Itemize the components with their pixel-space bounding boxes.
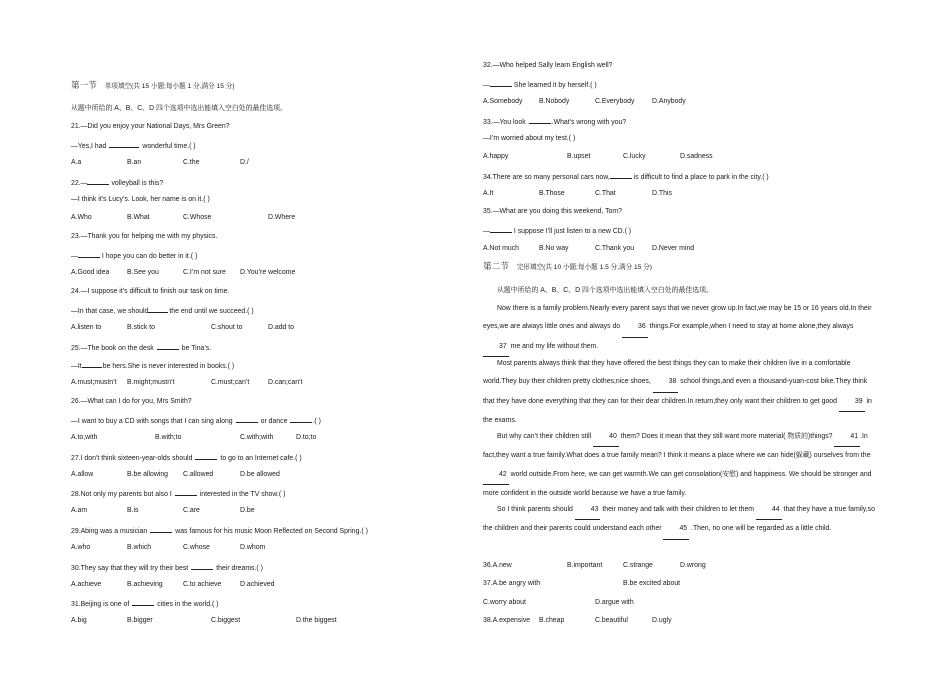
- passage-text: Most parents always think that they have offered the best things they can to make their children live in a comfortable world.They buy their children pretty clothes,nice shoes,: [483, 360, 851, 386]
- option-d[interactable]: D.This: [652, 190, 672, 197]
- option-d[interactable]: D.ugly: [652, 617, 672, 624]
- option-b[interactable]: B.Those: [539, 190, 565, 197]
- option-a[interactable]: A.Not much: [483, 245, 519, 252]
- q26-text-a: —I want to buy a CD with songs that I can sing along: [71, 418, 233, 425]
- q25-text-a2: —It: [71, 363, 82, 370]
- q32-stem: 32.—Who helped Sally learn English well?: [483, 62, 613, 69]
- option-a[interactable]: A.Somebody: [483, 98, 523, 105]
- option-a[interactable]: A.a: [71, 159, 82, 166]
- q26-stem: 26.—What can I do for you, Mrs Smith?: [71, 398, 192, 405]
- option-b[interactable]: B.is: [127, 507, 139, 514]
- passage-text: .In fact,they want a true family.What does a true family mean? I think it means a place where we can hide(躲藏) ourselves from the: [483, 433, 871, 460]
- option-c[interactable]: C.I’m not sure: [183, 269, 226, 276]
- option-d[interactable]: D.You’re welcome: [240, 269, 296, 276]
- q30-text-b: their dreams.( ): [216, 565, 263, 572]
- q22-line2: —I think it’s Lucy’s. Look, her name is on it.( ): [71, 196, 210, 203]
- section2-title: 第二节: [483, 262, 509, 272]
- option-b[interactable]: B.be allowing: [127, 471, 168, 478]
- option-b[interactable]: B.What: [127, 214, 150, 221]
- option-c[interactable]: C.biggest: [211, 617, 241, 624]
- q23-line2: [71, 250, 197, 261]
- q33-stem: [483, 116, 626, 127]
- option-a[interactable]: A.Who: [71, 214, 92, 221]
- option-b[interactable]: B.an: [127, 159, 142, 166]
- option-d[interactable]: D.sadness: [680, 153, 713, 160]
- cloze-blank-44[interactable]: 44: [756, 501, 782, 520]
- section1-title: 第一节: [71, 81, 97, 91]
- option-b[interactable]: B.upset: [567, 153, 591, 160]
- answer-blank[interactable]: [150, 525, 172, 533]
- answer-blank[interactable]: [87, 177, 109, 185]
- option-d[interactable]: D.the biggest: [296, 617, 337, 624]
- option-a[interactable]: A.allow: [71, 471, 94, 478]
- option-c[interactable]: C.lucky: [623, 153, 646, 160]
- q27-text-a: 27.I don’t think sixteen-year-olds should: [71, 455, 193, 462]
- option-a[interactable]: A.It: [483, 190, 494, 197]
- option-a[interactable]: A.am: [71, 507, 88, 514]
- answer-blank[interactable]: [490, 79, 512, 87]
- q32-line2: [483, 79, 597, 90]
- passage-text: me and my life without them.: [508, 342, 599, 350]
- option-c[interactable]: C.Whose: [183, 214, 212, 221]
- option-d[interactable]: D.add to: [268, 324, 295, 331]
- passage-text: their money and talk with their children to let them: [600, 506, 756, 513]
- option-d[interactable]: D.wrong: [680, 562, 706, 569]
- answer-blank[interactable]: [529, 116, 551, 124]
- cloze-blank-43[interactable]: 43: [575, 501, 601, 520]
- option-c[interactable]: C.whose: [183, 544, 210, 551]
- q21-line2: [71, 140, 196, 151]
- q25-stem: [71, 342, 211, 353]
- option-d[interactable]: D.Never mind: [652, 245, 695, 252]
- q33-text-b: .What’s wrong with you?: [551, 119, 627, 126]
- q34-text-a: 34.There are so many personal cars now,: [483, 174, 610, 181]
- option-c[interactable]: C.beautiful: [595, 617, 628, 624]
- option-a[interactable]: 36.A.new: [483, 562, 512, 569]
- q24-text-a: —In that case, we should: [71, 308, 149, 315]
- cloze-blank-45[interactable]: 45: [663, 520, 689, 539]
- option-d[interactable]: D.be: [240, 507, 255, 514]
- passage-text: .Then, no one will be regarded as a little child.: [689, 525, 832, 533]
- q23-text-a: —: [71, 253, 78, 260]
- q30-text-a: 30.They say that they will try their best: [71, 565, 189, 572]
- option-c[interactable]: C.are: [183, 507, 200, 514]
- q31-text-a: 31.Beijing is one of: [71, 601, 130, 608]
- answer-blank[interactable]: [132, 598, 154, 606]
- q26-text-b: or dance: [260, 418, 288, 425]
- option-b[interactable]: B.Nobody: [539, 98, 570, 105]
- option-c[interactable]: C.That: [595, 190, 616, 197]
- section1-heading: [71, 82, 235, 91]
- q35-text-b: I suppose I’ll just listen to a new CD.( ): [513, 228, 632, 235]
- cloze-blank-38[interactable]: 38: [653, 373, 679, 392]
- q23-stem: 23.—Thank you for helping me with my physics.: [71, 233, 218, 240]
- q30-stem: [71, 562, 263, 573]
- q29-stem: [71, 525, 368, 536]
- q34-text-b: is difficult to find a place to park in the city.( ): [633, 174, 769, 181]
- passage-paragraph-4: [483, 501, 879, 540]
- passage-text: that they have a true family,so the children and their parents could understand each other: [483, 506, 875, 533]
- section2-instruction: 从题中所给的 A、B、C、D 四个选项中选出能填入空白处的最佳选项。: [497, 287, 713, 294]
- section1-instruction: 从题中所给的 A、B、C、D 四个选项中选出能填入空白处的最佳选项。: [71, 105, 287, 112]
- answer-blank[interactable]: [195, 452, 217, 460]
- answer-blank[interactable]: [490, 225, 512, 233]
- q33-line2: —I’m worried about my test.( ): [483, 135, 576, 142]
- passage-text: But why can’t their children still: [497, 433, 594, 440]
- answer-blank[interactable]: [610, 171, 632, 179]
- option-d[interactable]: D.to;to: [296, 434, 317, 441]
- q21-text-a: —Yes,I had: [71, 143, 107, 150]
- section1-subtitle: 单项填空(共 15 小题;每小题 1 分,满分 15 分): [104, 83, 235, 90]
- cloze-blank-37[interactable]: 37: [483, 338, 509, 357]
- option-c[interactable]: C.allowed: [183, 471, 214, 478]
- q24-line2: [71, 305, 254, 316]
- answer-blank[interactable]: [148, 305, 168, 313]
- passage-text: things.For example,when I need to stay at home alone,they always: [647, 323, 854, 331]
- option-a[interactable]: A.happy: [483, 153, 509, 160]
- option-d[interactable]: D.can;can’t: [268, 379, 303, 386]
- q26-text-c: .( ): [312, 418, 321, 425]
- option-c[interactable]: C.strange: [623, 562, 653, 569]
- q27-text-b: to go to an Internet cafe.( ): [220, 455, 302, 462]
- option-a[interactable]: 37.A.be angry with: [483, 580, 541, 587]
- answer-blank[interactable]: [78, 250, 100, 258]
- option-c[interactable]: C.Everybody: [595, 98, 635, 105]
- option-b[interactable]: B.with;to: [155, 434, 182, 441]
- passage-paragraph-2: [483, 355, 879, 430]
- option-b[interactable]: B.bigger: [127, 617, 153, 624]
- option-b[interactable]: B.be excited about: [623, 580, 681, 587]
- cloze-blank-41[interactable]: 41: [834, 428, 860, 447]
- q32-text-a: —: [483, 82, 490, 89]
- option-c[interactable]: C.to achieve: [183, 581, 222, 588]
- answer-blank[interactable]: [109, 140, 139, 148]
- option-a[interactable]: 38.A.expensive: [483, 617, 531, 624]
- cloze-blank-36[interactable]: 36: [622, 318, 648, 337]
- option-a[interactable]: A.achieve: [71, 581, 102, 588]
- option-d[interactable]: D.achieved: [240, 581, 275, 588]
- q24-stem: 24.—I suppose it’s difficult to finish our task on time.: [71, 288, 230, 295]
- passage-text: Now there is a family problem.Nearly every parent says that we never grow up.In fact,we may be 15 or 16 years old.In their eyes,we are always little ones and always do: [483, 305, 872, 331]
- q31-text-b: cities in the world.( ): [157, 601, 219, 608]
- option-c[interactable]: C.worry about: [483, 599, 526, 606]
- cloze-blank-40[interactable]: 40: [593, 428, 619, 447]
- q28-text-a: 28.Not only my parents but also I: [71, 491, 172, 498]
- answer-blank[interactable]: [157, 342, 179, 350]
- q31-stem: [71, 598, 219, 609]
- passage-text: So I think parents should: [497, 506, 575, 513]
- option-b[interactable]: B.which: [127, 544, 152, 551]
- q35-stem: 35.—What are you doing this weekend, Tom?: [483, 208, 622, 215]
- q24-text-b: the end until we succeed.( ): [169, 308, 254, 315]
- q21-text-b: wonderful time.( ): [142, 143, 196, 150]
- q35-text-a: —: [483, 228, 490, 235]
- passage-text: them? Does it mean that they still want more material( 物质的)things?: [618, 433, 835, 440]
- q22-text-b: volleyball is this?: [111, 180, 164, 187]
- option-d[interactable]: D.be allowed: [240, 471, 280, 478]
- q28-text-b: interested in the TV show.( ): [199, 491, 286, 498]
- passage-paragraph-1: [483, 300, 879, 357]
- passage-text: in the exams.: [483, 397, 872, 424]
- q21-stem: 21.—Did you enjoy your National Days, Mrs Green?: [71, 123, 230, 130]
- q23-text-b: I hope you can do better in it.( ): [101, 253, 198, 260]
- answer-blank[interactable]: [191, 562, 213, 570]
- option-d[interactable]: D.Where: [268, 214, 296, 221]
- q25-text-a: 25.—The book on the desk: [71, 345, 154, 352]
- option-a[interactable]: A.Good idea: [71, 269, 110, 276]
- option-b[interactable]: B.See you: [127, 269, 159, 276]
- q26-line2: [71, 415, 321, 426]
- option-d[interactable]: D.whom: [240, 544, 266, 551]
- cloze-blank-39[interactable]: 39: [839, 393, 865, 412]
- option-a[interactable]: A.to,with: [71, 434, 98, 441]
- option-a[interactable]: A.listen to: [71, 324, 102, 331]
- answer-blank[interactable]: [82, 360, 102, 368]
- q34-stem: [483, 171, 769, 182]
- option-c[interactable]: C.the: [183, 159, 200, 166]
- answer-blank[interactable]: [236, 415, 258, 423]
- option-a[interactable]: A.who: [71, 544, 91, 551]
- option-d[interactable]: D.argue with: [595, 599, 634, 606]
- option-c[interactable]: C.Thank you: [595, 245, 635, 252]
- option-b[interactable]: B.might;mustn’t: [127, 379, 175, 386]
- q22-stem: [71, 177, 163, 188]
- q25-text-b: be Tina’s.: [181, 345, 212, 352]
- q28-stem: [71, 488, 285, 499]
- option-d[interactable]: D.Anybody: [652, 98, 686, 105]
- option-b[interactable]: B.achieving: [127, 581, 163, 588]
- passage-paragraph-3: [483, 428, 879, 503]
- q25-line2: [71, 360, 234, 371]
- option-d[interactable]: D./: [240, 159, 249, 166]
- section2-subtitle: 完形填空(共 10 小题;每小题 1.5 分,满分 15 分): [516, 264, 652, 271]
- q27-stem: [71, 452, 302, 463]
- answer-blank[interactable]: [175, 488, 197, 496]
- cloze-blank-42[interactable]: 42: [483, 466, 509, 485]
- passage-text: world outside.From here, we can get warmth.We can get consolation(安慰) and happiness. We should be stronger and more confident in the outside world because we have a true family.: [483, 470, 872, 497]
- q29-text-b: was famous for his music Moon Reflected on Second Spring.( ): [175, 528, 368, 535]
- q25-text-b2: be hers.She is never interested in books.( ): [102, 363, 235, 370]
- option-c[interactable]: C.with;with: [240, 434, 274, 441]
- option-b[interactable]: B.important: [567, 562, 603, 569]
- q32-text-b: She learned it by herself.( ): [513, 82, 597, 89]
- q29-text-a: 29.Abing was a musician: [71, 528, 148, 535]
- answer-blank[interactable]: [290, 415, 312, 423]
- option-a[interactable]: A.big: [71, 617, 87, 624]
- passage-text: school things,and even a thousand-yuan-cost bike.They think that they have done everything that they can for their dear children.In return,they only want their children to get good: [483, 378, 868, 405]
- option-b[interactable]: B.cheap: [539, 617, 565, 624]
- option-c[interactable]: C.must;can’t: [211, 379, 250, 386]
- q35-line2: [483, 225, 631, 236]
- option-b[interactable]: B.No way: [539, 245, 569, 252]
- option-c[interactable]: C.shout to: [211, 324, 243, 331]
- option-b[interactable]: B.stick to: [127, 324, 155, 331]
- q22-text-a: 22.—: [71, 180, 88, 187]
- q33-text-a: 33.—You look: [483, 119, 526, 126]
- section2-heading: [483, 263, 652, 272]
- option-a[interactable]: A.must;mustn’t: [71, 379, 117, 386]
